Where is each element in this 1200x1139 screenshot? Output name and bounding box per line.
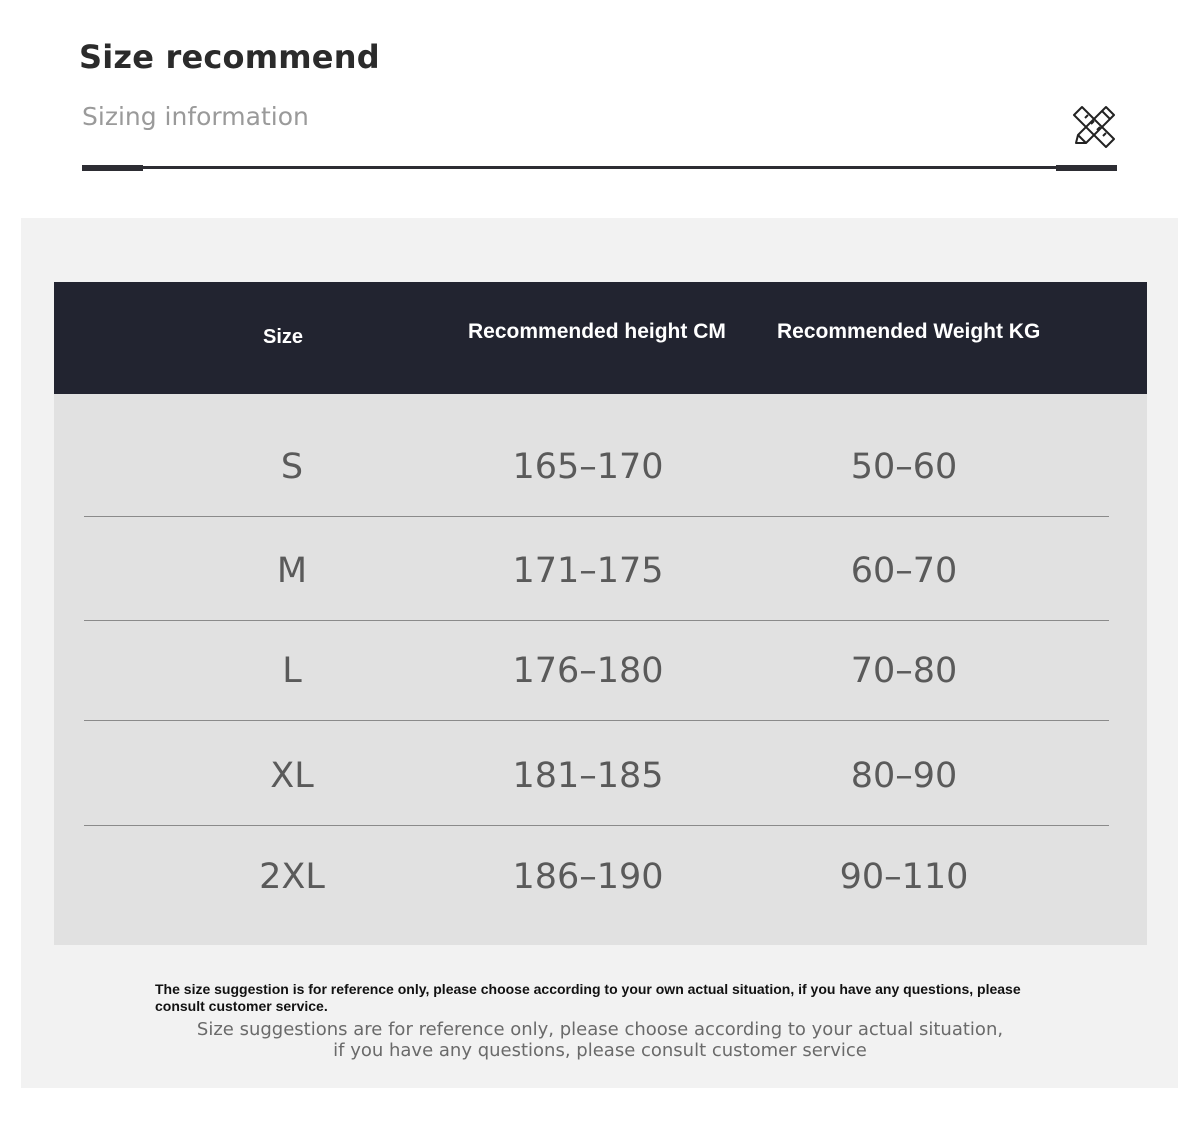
disclaimer-line-1: Size suggestions are for reference only, please choose according to your actual situation, — [196, 1019, 1004, 1040]
size-cell: S — [280, 447, 304, 487]
divider-accent-left — [82, 165, 143, 171]
size-disclaimer-bold: The size suggestion is for reference only, please choose according to your own actual situation, if you have any questions, please consult customer service. — [155, 981, 1021, 1014]
height-cell: 171–175 — [512, 551, 664, 591]
disclaimer-line-2: if you have any questions, please consult customer service — [333, 1040, 867, 1061]
size-table — [54, 282, 1147, 945]
height-cell: 181–185 — [512, 756, 664, 796]
size-cell: 2XL — [259, 857, 325, 897]
row-divider — [84, 720, 1109, 721]
weight-cell: 70–80 — [850, 651, 958, 691]
height-cell: 176–180 — [512, 651, 664, 691]
size-cell: M — [276, 551, 308, 591]
table-row — [84, 521, 1109, 621]
row-divider — [84, 825, 1109, 826]
weight-cell: 90–110 — [839, 857, 969, 897]
row-divider — [84, 516, 1109, 517]
size-cell: L — [282, 651, 302, 691]
table-row — [84, 417, 1109, 517]
divider-accent-right — [1056, 165, 1117, 171]
ruler-pencil-icon — [1070, 103, 1118, 149]
height-cell: 165–170 — [512, 447, 664, 487]
table-row — [84, 726, 1109, 826]
table-row — [84, 827, 1109, 927]
table-header — [54, 282, 1147, 394]
size-cell: XL — [270, 756, 314, 796]
size-disclaimer-light — [0, 1019, 1200, 1061]
table-row — [84, 621, 1109, 721]
weight-cell: 60–70 — [850, 551, 958, 591]
weight-cell: 50–60 — [850, 447, 958, 487]
page-subtitle: Sizing information — [82, 102, 309, 131]
weight-cell: 80–90 — [850, 756, 958, 796]
height-cell: 186–190 — [512, 857, 664, 897]
column-header-height: Recommended height CM — [468, 320, 726, 343]
page-title: Size recommend — [79, 38, 380, 76]
column-header-weight: Recommended Weight KG — [777, 320, 1041, 343]
header-divider — [82, 166, 1117, 169]
column-header-size: Size — [263, 326, 304, 348]
